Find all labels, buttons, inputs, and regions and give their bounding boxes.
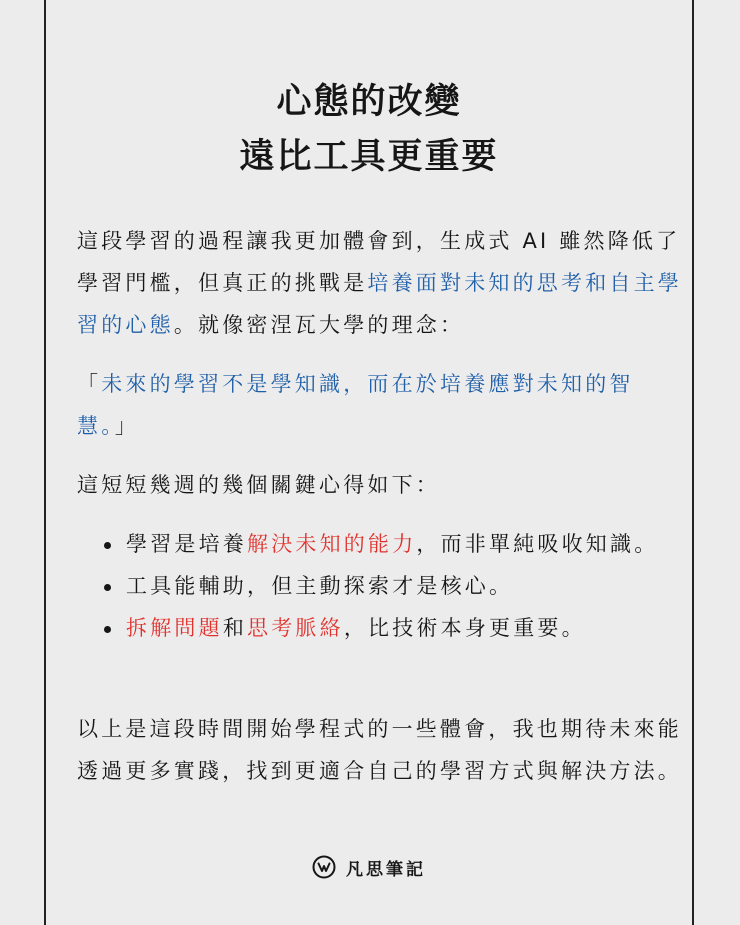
highlight-mindset: 培養面對未知的思考和自主學習的心態 (77, 271, 683, 337)
highlight-ability: 解決未知的能力 (247, 532, 417, 556)
quote-block (77, 363, 687, 447)
intro-line: 這短短幾週的幾個關鍵心得如下： (77, 473, 440, 497)
list-item (126, 565, 686, 607)
paragraph-reflection (77, 220, 687, 346)
brand-name: 凡思筆記 (346, 859, 426, 880)
key-takeaways-list (126, 523, 686, 649)
highlight-break-down: 拆解問題 (126, 616, 223, 640)
closing-paragraph: 以上是這段時間開始學程式的一些體會，我也期待未來能透過更多實踐，找到更適合自己的學習方式與解決方法。 (77, 717, 682, 783)
list-item (126, 523, 686, 565)
bullet-text: 學習是培養 (126, 532, 247, 556)
paragraph-text: 。就像密涅瓦大學的理念： (173, 313, 465, 337)
bullet-dot-icon (104, 626, 111, 633)
quote-close: 」 (114, 414, 140, 438)
bullet-text: ，而非單純吸收知識。 (416, 532, 659, 556)
highlight-thinking: 思考脈絡 (247, 616, 344, 640)
list-item (126, 607, 686, 649)
bullet-text: 工具能輔助，但主動探索才是核心。 (126, 574, 514, 598)
bullet-text: ，比技術本身更重要。 (343, 616, 586, 640)
quote-open: 「 (77, 372, 102, 396)
title-line-1: 心態的改變 (276, 82, 462, 122)
bullet-text: 和 (222, 616, 248, 640)
bullet-dot-icon (104, 584, 111, 591)
title-line-2: 遠比工具更重要 (239, 137, 499, 177)
note-card (44, 0, 694, 925)
brand-logo-icon (312, 855, 336, 879)
bullet-dot-icon (104, 542, 111, 549)
quote-text: 未來的學習不是學知識，而在於培養應對未知的智慧。 (77, 372, 634, 438)
paragraph-text: 這段學習的過程讓我更加體會到，生成式 AI 雖然降低了學習門檻，但真正的挑戰是 (77, 229, 681, 295)
footer-brand (46, 852, 692, 882)
